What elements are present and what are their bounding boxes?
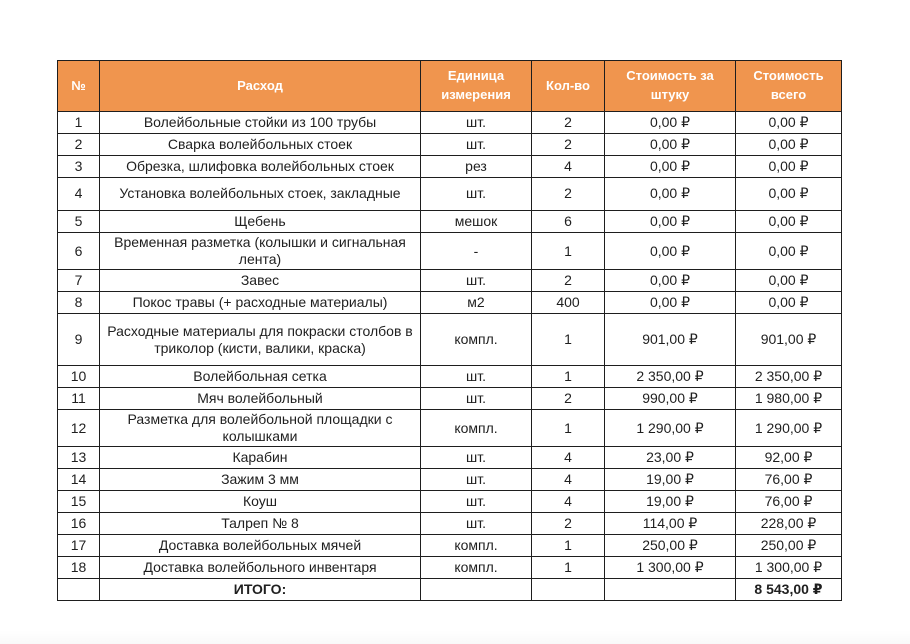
header-row bbox=[58, 61, 842, 112]
total-row-empty-unit-cost bbox=[605, 579, 736, 601]
unit-cost-cell: 990,00 ₽ bbox=[605, 388, 736, 410]
quantity-cell: 2 bbox=[532, 134, 605, 156]
total-cost-cell: 2 350,00 ₽ bbox=[736, 366, 842, 388]
expense-cell: Зажим 3 мм bbox=[100, 469, 421, 491]
expense-cell: Разметка для волейбольной площадки с колышками bbox=[100, 410, 421, 447]
table-row bbox=[58, 535, 842, 557]
quantity-cell: 4 bbox=[532, 156, 605, 178]
table-row bbox=[58, 388, 842, 410]
unit-cost-cell: 0,00 ₽ bbox=[605, 178, 736, 211]
quantity-cell: 1 bbox=[532, 535, 605, 557]
quantity-cell: 4 bbox=[532, 447, 605, 469]
expense-cell: Обрезка, шлифовка волейбольных стоек bbox=[100, 156, 421, 178]
quantity-cell: 2 bbox=[532, 270, 605, 292]
expense-cell: Покос травы (+ расходные материалы) bbox=[100, 292, 421, 314]
table-footer bbox=[58, 579, 842, 601]
unit-cell: шт. bbox=[421, 112, 532, 134]
quantity-cell: 1 bbox=[532, 366, 605, 388]
unit-cost-cell: 0,00 ₽ bbox=[605, 233, 736, 270]
table-row bbox=[58, 513, 842, 535]
table-row bbox=[58, 447, 842, 469]
table-row bbox=[58, 211, 842, 233]
expense-cell: Талреп № 8 bbox=[100, 513, 421, 535]
unit-cost-cell: 19,00 ₽ bbox=[605, 491, 736, 513]
total-cost-cell: 1 300,00 ₽ bbox=[736, 557, 842, 579]
row-number-cell: 8 bbox=[58, 292, 100, 314]
expense-cell: Волейбольная сетка bbox=[100, 366, 421, 388]
row-number-cell: 7 bbox=[58, 270, 100, 292]
row-number-cell: 10 bbox=[58, 366, 100, 388]
unit-cost-cell: 0,00 ₽ bbox=[605, 112, 736, 134]
total-row-empty-quantity bbox=[532, 579, 605, 601]
quantity-cell: 1 bbox=[532, 314, 605, 366]
col-header-total-cost: Стоимость всего bbox=[736, 61, 842, 112]
unit-cell: компл. bbox=[421, 535, 532, 557]
row-number-cell: 17 bbox=[58, 535, 100, 557]
unit-cost-cell: 1 300,00 ₽ bbox=[605, 557, 736, 579]
table-row bbox=[58, 233, 842, 270]
expense-cell: Временная разметка (колышки и сигнальная лента) bbox=[100, 233, 421, 270]
expense-cell: Доставка волейбольных мячей bbox=[100, 535, 421, 557]
table-row bbox=[58, 469, 842, 491]
row-number-cell: 6 bbox=[58, 233, 100, 270]
col-header-expense: Расход bbox=[100, 61, 421, 112]
total-cost-cell: 0,00 ₽ bbox=[736, 292, 842, 314]
total-cost-cell: 1 290,00 ₽ bbox=[736, 410, 842, 447]
table-body bbox=[58, 112, 842, 579]
row-number-cell: 11 bbox=[58, 388, 100, 410]
total-cost-cell: 0,00 ₽ bbox=[736, 233, 842, 270]
expense-cell: Карабин bbox=[100, 447, 421, 469]
total-row bbox=[58, 579, 842, 601]
table-row bbox=[58, 270, 842, 292]
col-header-unit: Единица измерения bbox=[421, 61, 532, 112]
table-row bbox=[58, 292, 842, 314]
unit-cell: шт. bbox=[421, 447, 532, 469]
unit-cost-cell: 901,00 ₽ bbox=[605, 314, 736, 366]
quantity-cell: 2 bbox=[532, 513, 605, 535]
quantity-cell: 2 bbox=[532, 388, 605, 410]
unit-cell: шт. bbox=[421, 469, 532, 491]
total-cost-cell: 0,00 ₽ bbox=[736, 270, 842, 292]
unit-cell: мешок bbox=[421, 211, 532, 233]
expense-cell: Сварка волейбольных стоек bbox=[100, 134, 421, 156]
expense-cell: Волейбольные стойки из 100 трубы bbox=[100, 112, 421, 134]
col-header-number: № bbox=[58, 61, 100, 112]
table-row bbox=[58, 134, 842, 156]
unit-cost-cell: 1 290,00 ₽ bbox=[605, 410, 736, 447]
expense-cell: Установка волейбольных стоек, закладные bbox=[100, 178, 421, 211]
total-cost-cell: 0,00 ₽ bbox=[736, 156, 842, 178]
col-header-unit-cost: Стоимость за штуку bbox=[605, 61, 736, 112]
unit-cost-cell: 23,00 ₽ bbox=[605, 447, 736, 469]
expense-cell: Мяч волейбольный bbox=[100, 388, 421, 410]
expense-cell: Доставка волейбольного инвентаря bbox=[100, 557, 421, 579]
quantity-cell: 2 bbox=[532, 178, 605, 211]
unit-cost-cell: 250,00 ₽ bbox=[605, 535, 736, 557]
total-row-empty-number bbox=[58, 579, 100, 601]
total-value: 8 543,00 ₽ bbox=[736, 579, 842, 601]
unit-cost-cell: 114,00 ₽ bbox=[605, 513, 736, 535]
quantity-cell: 1 bbox=[532, 410, 605, 447]
unit-cost-cell: 0,00 ₽ bbox=[605, 211, 736, 233]
quantity-cell: 2 bbox=[532, 112, 605, 134]
total-label: ИТОГО: bbox=[100, 579, 421, 601]
expense-cell: Расходные материалы для покраски столбов в триколор (кисти, валики, краска) bbox=[100, 314, 421, 366]
unit-cell: компл. bbox=[421, 314, 532, 366]
expense-cell: Завес bbox=[100, 270, 421, 292]
unit-cost-cell: 0,00 ₽ bbox=[605, 156, 736, 178]
total-cost-cell: 0,00 ₽ bbox=[736, 178, 842, 211]
total-cost-cell: 901,00 ₽ bbox=[736, 314, 842, 366]
row-number-cell: 3 bbox=[58, 156, 100, 178]
budget-table bbox=[57, 60, 842, 601]
unit-cell: шт. bbox=[421, 388, 532, 410]
unit-cost-cell: 0,00 ₽ bbox=[605, 270, 736, 292]
unit-cell: шт. bbox=[421, 270, 532, 292]
table-row bbox=[58, 314, 842, 366]
quantity-cell: 6 bbox=[532, 211, 605, 233]
table-row bbox=[58, 112, 842, 134]
col-header-quantity: Кол-во bbox=[532, 61, 605, 112]
unit-cell: - bbox=[421, 233, 532, 270]
unit-cell: шт. bbox=[421, 513, 532, 535]
quantity-cell: 4 bbox=[532, 469, 605, 491]
row-number-cell: 13 bbox=[58, 447, 100, 469]
row-number-cell: 14 bbox=[58, 469, 100, 491]
table-row bbox=[58, 491, 842, 513]
total-cost-cell: 0,00 ₽ bbox=[736, 112, 842, 134]
row-number-cell: 18 bbox=[58, 557, 100, 579]
table-row bbox=[58, 557, 842, 579]
row-number-cell: 2 bbox=[58, 134, 100, 156]
row-number-cell: 12 bbox=[58, 410, 100, 447]
quantity-cell: 1 bbox=[532, 557, 605, 579]
unit-cost-cell: 0,00 ₽ bbox=[605, 134, 736, 156]
unit-cell: компл. bbox=[421, 410, 532, 447]
table-header bbox=[58, 61, 842, 112]
unit-cell: м2 bbox=[421, 292, 532, 314]
unit-cell: шт. bbox=[421, 491, 532, 513]
unit-cell: шт. bbox=[421, 134, 532, 156]
total-cost-cell: 0,00 ₽ bbox=[736, 134, 842, 156]
row-number-cell: 9 bbox=[58, 314, 100, 366]
row-number-cell: 5 bbox=[58, 211, 100, 233]
expense-cell: Коуш bbox=[100, 491, 421, 513]
total-row-empty-unit bbox=[421, 579, 532, 601]
quantity-cell: 4 bbox=[532, 491, 605, 513]
unit-cost-cell: 2 350,00 ₽ bbox=[605, 366, 736, 388]
total-cost-cell: 0,00 ₽ bbox=[736, 211, 842, 233]
unit-cell: рез bbox=[421, 156, 532, 178]
row-number-cell: 1 bbox=[58, 112, 100, 134]
unit-cell: шт. bbox=[421, 366, 532, 388]
unit-cell: компл. bbox=[421, 557, 532, 579]
unit-cost-cell: 0,00 ₽ bbox=[605, 292, 736, 314]
total-cost-cell: 76,00 ₽ bbox=[736, 491, 842, 513]
total-cost-cell: 250,00 ₽ bbox=[736, 535, 842, 557]
expense-cell: Щебень bbox=[100, 211, 421, 233]
row-number-cell: 4 bbox=[58, 178, 100, 211]
table-row bbox=[58, 156, 842, 178]
row-number-cell: 16 bbox=[58, 513, 100, 535]
total-cost-cell: 76,00 ₽ bbox=[736, 469, 842, 491]
quantity-cell: 400 bbox=[532, 292, 605, 314]
total-cost-cell: 92,00 ₽ bbox=[736, 447, 842, 469]
quantity-cell: 1 bbox=[532, 233, 605, 270]
unit-cost-cell: 19,00 ₽ bbox=[605, 469, 736, 491]
row-number-cell: 15 bbox=[58, 491, 100, 513]
table-row bbox=[58, 366, 842, 388]
table-row bbox=[58, 410, 842, 447]
unit-cell: шт. bbox=[421, 178, 532, 211]
total-cost-cell: 1 980,00 ₽ bbox=[736, 388, 842, 410]
table-row bbox=[58, 178, 842, 211]
total-cost-cell: 228,00 ₽ bbox=[736, 513, 842, 535]
